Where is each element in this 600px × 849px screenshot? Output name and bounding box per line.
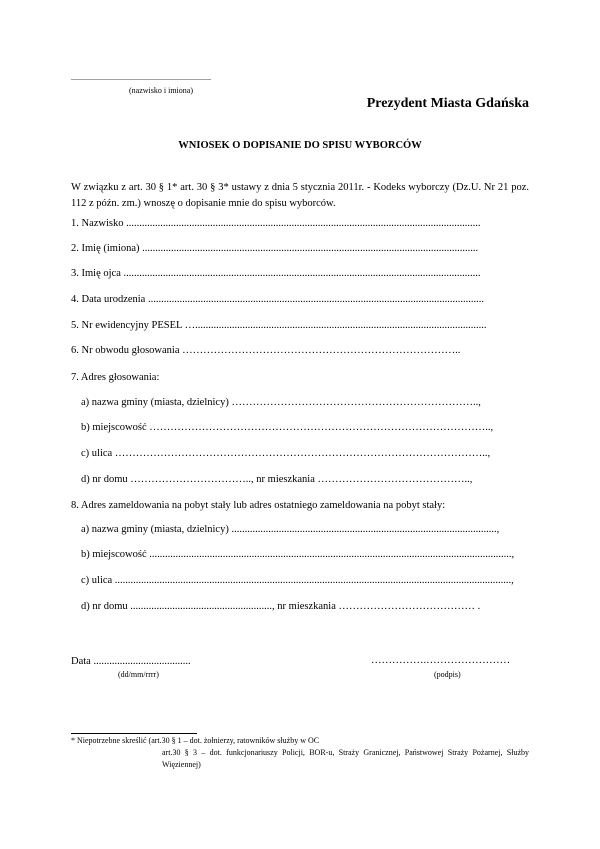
footnote-line-2: art.30 § 3 – dot. funkcjonariuszy Policji, BOR-u, Straży Granicznej, Państwowej Straży Pożarnej, Służby Więziennej)	[162, 748, 529, 769]
date-field: Data .....................................	[71, 656, 191, 667]
field-voting-address-heading: 7. Adres głosowania:	[71, 372, 160, 383]
signature-field: …………….……………………	[371, 655, 511, 666]
date-caption: (dd/mm/rrrr)	[118, 670, 159, 679]
signature-caption: (podpis)	[434, 670, 461, 679]
name-caption: (nazwisko i imiona)	[129, 86, 193, 95]
field-birth-date: 4. Data urodzenia ................................................................................................................................	[71, 294, 484, 305]
footnote-separator	[71, 733, 197, 734]
field-district-number: 6. Nr obwodu głosowania ……………………………………………………………………..	[71, 345, 461, 356]
field-first-names: 2. Imię (imiona) ................................................................................................................................	[71, 243, 479, 254]
name-dots: ......................................................................	[71, 73, 211, 82]
footnote-line-1: * Niepotrzebne skreślić (art.30 § 1 – dot. żołnierzy, ratowników służby w OC	[71, 736, 320, 745]
field-voting-municipality: a) nazwa gminy (miasta, dzielnicy) ……………………………………………………………..,	[81, 397, 481, 408]
field-registered-address-heading: 8. Adres zameldowania na pobyt stały lub adres ostatniego zameldowania na pobyt stały:	[71, 500, 446, 511]
form-title: WNIOSEK O DOPISANIE DO SPISU WYBORCÓW	[178, 140, 422, 151]
field-pesel: 5. Nr ewidencyjny PESEL …...............................................................................................................	[71, 320, 487, 331]
field-registered-street: c) ulica .......................................................................................................................................................,	[81, 575, 514, 586]
field-registered-municipality: a) nazwa gminy (miasta, dzielnicy) .....................................................................................................,	[81, 524, 500, 535]
field-registered-locality: b) miejscowość ..........................................................................................................................................,	[81, 549, 515, 560]
addressee: Prezydent Miasta Gdańska	[366, 96, 529, 111]
field-voting-locality: b) miejscowość ……………………………………………………………………………………..,	[81, 422, 494, 433]
intro-paragraph: W związku z art. 30 § 1* art. 30 § 3* ustawy z dnia 5 stycznia 2011r. - Kodeks wyborczy (Dz.U. Nr 21 poz. 112 z późn. zm.) wnoszę o dopisanie mnie do spisu wyborców.	[71, 182, 529, 209]
field-fathers-name: 3. Imię ojca ........................................................................................................................................	[71, 268, 481, 279]
field-registered-house-flat: d) nr domu ......................................................, nr mieszkania ………………………………… .	[81, 601, 481, 612]
field-voting-street: c) ulica ……………………………………………………………………………………………..,	[81, 448, 491, 459]
field-voting-house-flat: d) nr domu …………………………….., nr mieszkania ……………………………………..,	[81, 474, 473, 485]
field-surname: 1. Nazwisko .......................................................................................................................................	[71, 218, 481, 229]
